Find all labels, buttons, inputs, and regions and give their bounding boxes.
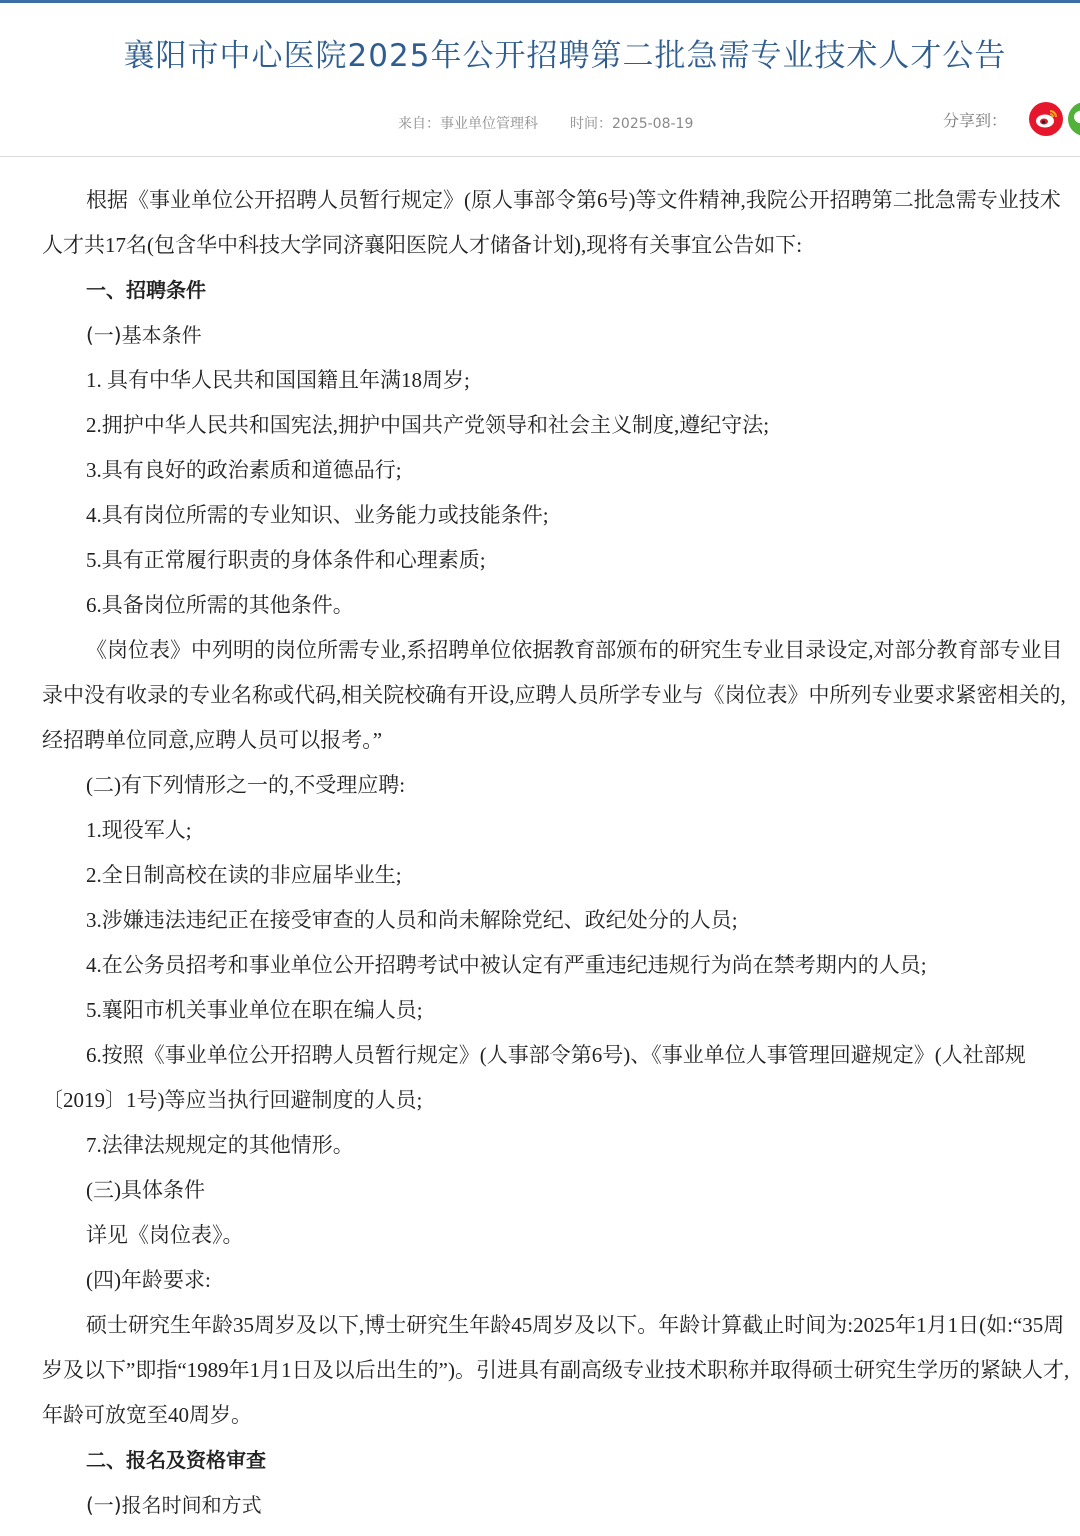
wechat-icon[interactable] xyxy=(1068,102,1080,136)
list-item: 6.按照《事业单位公开招聘人员暂行规定》(人事部令第6号)、《事业单位人事管理回避规定》(人社部规〔2019〕1号)等应当执行回避制度的人员; xyxy=(42,1043,1026,1112)
list-item: 5.具有正常履行职责的身体条件和心理素质; xyxy=(86,548,486,572)
list-item: 1. 具有中华人民共和国国籍且年满18周岁; xyxy=(86,368,470,392)
subheading-specific-conditions: (三)具体条件 xyxy=(86,1178,205,1202)
subheading-age-requirement: (四)年龄要求: xyxy=(86,1268,211,1292)
section-heading-registration: 二、报名及资格审查 xyxy=(86,1448,266,1472)
page-title: 襄阳市中心医院2025年公开招聘第二批急需专业技术人才公告 xyxy=(123,38,1007,74)
list-item: 3.涉嫌违法违纪正在接受审查的人员和尚未解除党纪、政纪处分的人员; xyxy=(86,908,738,932)
specific-conditions-text: 详见《岗位表》。 xyxy=(86,1223,244,1247)
article-source: 来自：事业单位管理科 xyxy=(398,116,538,132)
article-body xyxy=(42,178,1072,1528)
subheading-exclusions: (二)有下列情形之一的,不受理应聘: xyxy=(86,773,406,797)
header-divider xyxy=(0,156,1080,157)
list-item: 1.现役军人; xyxy=(86,818,192,842)
intro-paragraph: 根据《事业单位公开招聘人员暂行规定》(原人事部令第6号)等文件精神,我院公开招聘第二批急需专业技术人才共17名(包含华中科技大学同济襄阳医院人才储备计划),现将有关事宜公告如下: xyxy=(42,188,1061,257)
list-item: 2.拥护中华人民共和国宪法,拥护中国共产党领导和社会主义制度,遵纪守法; xyxy=(86,413,770,437)
subheading-registration-time: (一)报名时间和方式 xyxy=(86,1493,262,1517)
list-item: 5.襄阳市机关事业单位在职在编人员; xyxy=(86,998,423,1022)
list-item: 2.全日制高校在读的非应届毕业生; xyxy=(86,863,402,887)
list-item: 6.具备岗位所需的其他条件。 xyxy=(86,593,354,617)
list-item: 3.具有良好的政治素质和道德品行; xyxy=(86,458,402,482)
section-heading-recruitment-conditions: 一、招聘条件 xyxy=(86,278,206,302)
list-item: 4.在公务员招考和事业单位公开招聘考试中被认定有严重违纪违规行为尚在禁考期内的人员; xyxy=(86,953,927,977)
subheading-basic-conditions: (一)基本条件 xyxy=(86,323,202,347)
age-requirement-paragraph: 硕士研究生年龄35周岁及以下,博士研究生年龄45周岁及以下。年龄计算截止时间为:2025年1月1日(如:“35周岁及以下”即指“1989年1月1日及以后出生的”)。引进具有副高级专业技术职称并取得硕士研究生学历的紧缺人才,年龄可放宽至40周岁。 xyxy=(42,1313,1070,1427)
list-item: 4.具有岗位所需的专业知识、业务能力或技能条件; xyxy=(86,503,549,527)
top-accent-line xyxy=(0,0,1080,3)
article-date: 时间：2025-08-19 xyxy=(570,116,694,132)
share-label: 分享到： xyxy=(943,111,1008,130)
post-table-note-paragraph: 《岗位表》中列明的岗位所需专业,系招聘单位依据教育部颁布的研究生专业目录设定,对部分教育部专业目录中没有收录的专业名称或代码,相关院校确有开设,应聘人员所学专业与《岗位表》中所列专业要求紧密相关的,经招聘单位同意,应聘人员可以报考。” xyxy=(42,638,1066,752)
weibo-icon[interactable] xyxy=(1029,102,1063,136)
list-item: 7.法律法规规定的其他情形。 xyxy=(86,1133,354,1157)
